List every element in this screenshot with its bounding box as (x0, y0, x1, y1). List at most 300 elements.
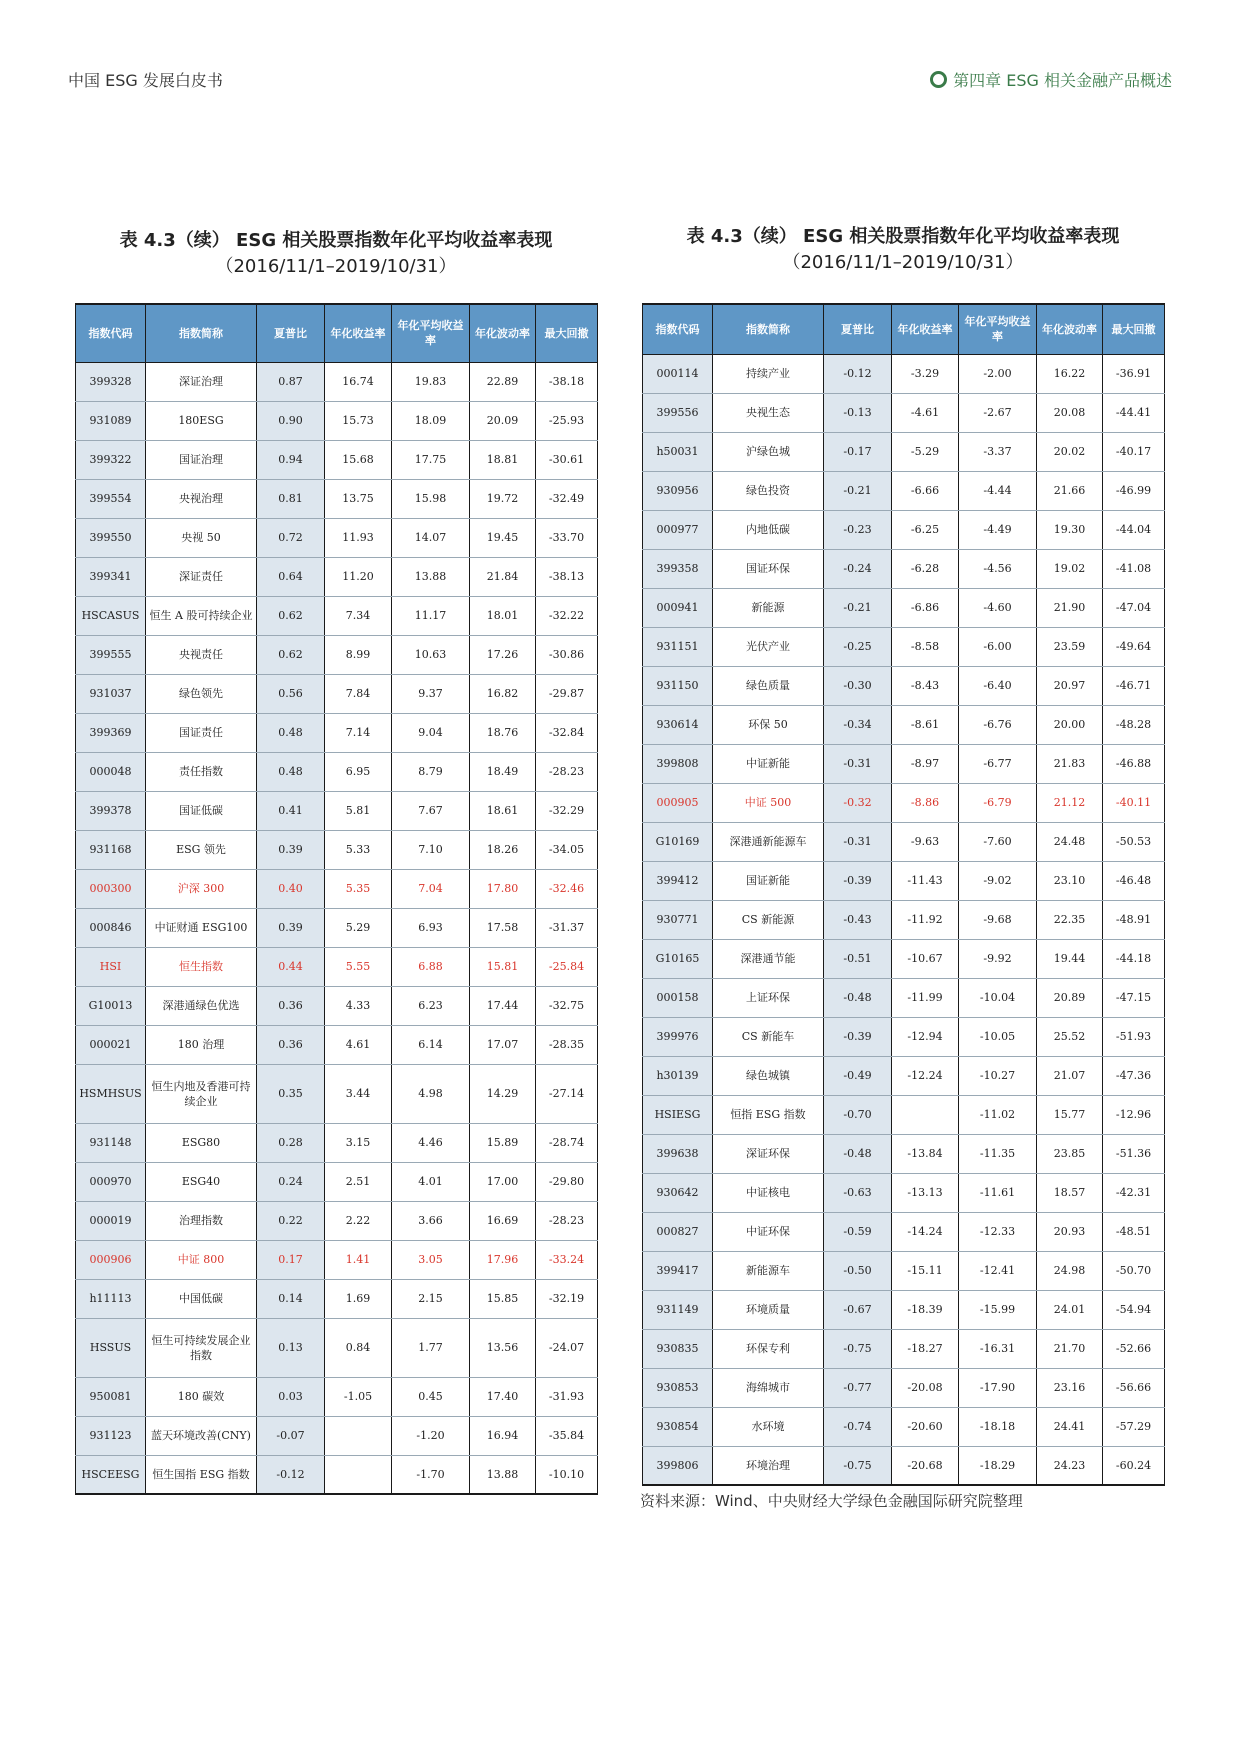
table-cell: 399808 (643, 744, 713, 783)
table-cell (892, 1095, 959, 1134)
table-cell: -0.75 (824, 1446, 892, 1485)
table-row (643, 1407, 1165, 1446)
table-row (643, 1446, 1165, 1485)
table-cell: 5.55 (325, 947, 392, 986)
table-cell: 3.66 (392, 1201, 470, 1240)
table-cell: CS 新能车 (713, 1017, 824, 1056)
table-cell: -29.80 (536, 1162, 598, 1201)
table-cell: -56.66 (1103, 1368, 1165, 1407)
table-cell: -6.79 (959, 783, 1037, 822)
table-cell: 17.44 (470, 986, 536, 1025)
table-cell: 18.81 (470, 440, 536, 479)
table-cell: 16.74 (325, 362, 392, 401)
table-cell: -0.32 (824, 783, 892, 822)
column-header: 年化收益率 (892, 304, 959, 354)
table-row (643, 549, 1165, 588)
table-cell: 399369 (76, 713, 146, 752)
table-cell: -16.31 (959, 1329, 1037, 1368)
table-cell: 7.14 (325, 713, 392, 752)
table-cell: -38.18 (536, 362, 598, 401)
table-cell: 0.72 (257, 518, 325, 557)
table-cell: 13.56 (470, 1318, 536, 1377)
table-cell: -35.84 (536, 1416, 598, 1455)
table-cell: -0.34 (824, 705, 892, 744)
table-cell: 0.87 (257, 362, 325, 401)
table-cell: 24.98 (1037, 1251, 1103, 1290)
header-chapter (930, 68, 1172, 91)
table-cell: -44.41 (1103, 393, 1165, 432)
table-cell: -4.49 (959, 510, 1037, 549)
table-cell: 180 治理 (146, 1025, 257, 1064)
table-cell: 20.09 (470, 401, 536, 440)
table-cell: -11.02 (959, 1095, 1037, 1134)
table-cell: -51.36 (1103, 1134, 1165, 1173)
table-cell: -30.61 (536, 440, 598, 479)
table-cell: -8.86 (892, 783, 959, 822)
table-row (643, 588, 1165, 627)
table-cell: CS 新能源 (713, 900, 824, 939)
table-cell: 21.84 (470, 557, 536, 596)
table-cell: -4.61 (892, 393, 959, 432)
table-cell: 000019 (76, 1201, 146, 1240)
table-cell: 6.23 (392, 986, 470, 1025)
table-cell: 中证 500 (713, 783, 824, 822)
table-cell: 950081 (76, 1377, 146, 1416)
table-cell: -0.31 (824, 744, 892, 783)
table-row (76, 947, 598, 986)
table-row (76, 596, 598, 635)
table-cell: 国证新能 (713, 861, 824, 900)
table-cell: -32.49 (536, 479, 598, 518)
table-row (643, 1212, 1165, 1251)
table-cell: -0.24 (824, 549, 892, 588)
table-cell: 21.90 (1037, 588, 1103, 627)
table-cell: -10.05 (959, 1017, 1037, 1056)
table-cell: 399556 (643, 393, 713, 432)
table-row (643, 1134, 1165, 1173)
table-cell: 恒生内地及香港可持续企业 (146, 1064, 257, 1123)
table-cell: 0.17 (257, 1240, 325, 1279)
table-cell: -6.40 (959, 666, 1037, 705)
table-cell: -10.67 (892, 939, 959, 978)
table-cell: -32.29 (536, 791, 598, 830)
table-cell: -57.29 (1103, 1407, 1165, 1446)
table-cell: -20.60 (892, 1407, 959, 1446)
table-cell: 恒生可持续发展企业指数 (146, 1318, 257, 1377)
table-cell: -6.25 (892, 510, 959, 549)
table-cell: 治理指数 (146, 1201, 257, 1240)
table-cell: 15.77 (1037, 1095, 1103, 1134)
table-cell: -8.97 (892, 744, 959, 783)
table-row (643, 1056, 1165, 1095)
table-cell: -50.70 (1103, 1251, 1165, 1290)
table-cell: -25.84 (536, 947, 598, 986)
table-cell: 0.39 (257, 908, 325, 947)
table-cell: 深证环保 (713, 1134, 824, 1173)
table-cell: 16.69 (470, 1201, 536, 1240)
table-cell: -44.18 (1103, 939, 1165, 978)
table-cell: 931151 (643, 627, 713, 666)
table-row (76, 1201, 598, 1240)
table-cell: -0.74 (824, 1407, 892, 1446)
table-cell: 海绵城市 (713, 1368, 824, 1407)
table-cell: 13.75 (325, 479, 392, 518)
table-cell: 19.02 (1037, 549, 1103, 588)
table-cell: 0.62 (257, 596, 325, 635)
table-cell: 5.29 (325, 908, 392, 947)
table-cell: -0.48 (824, 978, 892, 1017)
table-row (76, 986, 598, 1025)
table-cell: -48.51 (1103, 1212, 1165, 1251)
table-row (643, 393, 1165, 432)
table-cell: 深证责任 (146, 557, 257, 596)
column-header: 指数代码 (76, 304, 146, 362)
table-cell: -4.44 (959, 471, 1037, 510)
table-cell (325, 1416, 392, 1455)
table-cell: -11.92 (892, 900, 959, 939)
table-cell: 17.40 (470, 1377, 536, 1416)
table-row (76, 440, 598, 479)
table-cell: 8.99 (325, 635, 392, 674)
table-row (76, 635, 598, 674)
table-cell: -1.70 (392, 1455, 470, 1494)
table-cell: 上证环保 (713, 978, 824, 1017)
table-row (643, 861, 1165, 900)
table-cell: -40.11 (1103, 783, 1165, 822)
table-cell: 20.97 (1037, 666, 1103, 705)
table-cell: 中证财通 ESG100 (146, 908, 257, 947)
table-cell: 25.52 (1037, 1017, 1103, 1056)
table-cell: -18.18 (959, 1407, 1037, 1446)
table-row (76, 791, 598, 830)
table-row (643, 939, 1165, 978)
table-cell: ESG 领先 (146, 830, 257, 869)
table-cell: -12.41 (959, 1251, 1037, 1290)
table-cell: -3.37 (959, 432, 1037, 471)
table-cell: 19.45 (470, 518, 536, 557)
table-cell: 18.76 (470, 713, 536, 752)
table-cell: 环保 50 (713, 705, 824, 744)
table-cell: HSI (76, 947, 146, 986)
table-cell: 931168 (76, 830, 146, 869)
table-cell: -2.00 (959, 354, 1037, 393)
table-cell: 180 碳效 (146, 1377, 257, 1416)
table-row (643, 1017, 1165, 1056)
table-cell: 0.84 (325, 1318, 392, 1377)
table-cell: 深港通节能 (713, 939, 824, 978)
table-row (643, 1329, 1165, 1368)
table-cell: 中证环保 (713, 1212, 824, 1251)
table-row (76, 1279, 598, 1318)
table-row (643, 900, 1165, 939)
table-cell: -7.60 (959, 822, 1037, 861)
table-cell: -18.39 (892, 1290, 959, 1329)
table-cell: 399555 (76, 635, 146, 674)
table-cell: 0.36 (257, 986, 325, 1025)
table-cell: 5.81 (325, 791, 392, 830)
table-cell: -8.58 (892, 627, 959, 666)
table-cell: 4.46 (392, 1123, 470, 1162)
table-cell: 5.33 (325, 830, 392, 869)
table-cell: 18.26 (470, 830, 536, 869)
table-cell: -2.67 (959, 393, 1037, 432)
column-header: 夏普比 (824, 304, 892, 354)
table-cell: -1.05 (325, 1377, 392, 1416)
table-cell: 6.93 (392, 908, 470, 947)
table-cell: 责任指数 (146, 752, 257, 791)
table-cell: -0.13 (824, 393, 892, 432)
table-cell: 光伏产业 (713, 627, 824, 666)
table-cell: 16.82 (470, 674, 536, 713)
table-cell: 中国低碳 (146, 1279, 257, 1318)
table-cell: HSCEESG (76, 1455, 146, 1494)
table-cell: -46.71 (1103, 666, 1165, 705)
table-cell: -47.36 (1103, 1056, 1165, 1095)
table-cell: ESG40 (146, 1162, 257, 1201)
column-header: 指数代码 (643, 304, 713, 354)
table-cell: 17.75 (392, 440, 470, 479)
table-cell: -9.02 (959, 861, 1037, 900)
table-cell: 沪绿色城 (713, 432, 824, 471)
table-cell: 18.09 (392, 401, 470, 440)
table-row (76, 830, 598, 869)
table-row (76, 1025, 598, 1064)
table-cell: 399417 (643, 1251, 713, 1290)
table-cell: -0.23 (824, 510, 892, 549)
table-cell: -11.35 (959, 1134, 1037, 1173)
table-cell: h11113 (76, 1279, 146, 1318)
table-cell: 000300 (76, 869, 146, 908)
table-cell: 22.89 (470, 362, 536, 401)
table-cell: 931149 (643, 1290, 713, 1329)
table-row (643, 1251, 1165, 1290)
table-cell: -0.43 (824, 900, 892, 939)
table-cell: 蓝天环境改善(CNY) (146, 1416, 257, 1455)
table-cell: -9.92 (959, 939, 1037, 978)
table-cell: 15.89 (470, 1123, 536, 1162)
table-cell: -38.13 (536, 557, 598, 596)
table-cell (325, 1455, 392, 1494)
table-cell: 20.02 (1037, 432, 1103, 471)
table-row (76, 518, 598, 557)
table-cell: 15.73 (325, 401, 392, 440)
table-cell: -52.66 (1103, 1329, 1165, 1368)
table-cell: 000905 (643, 783, 713, 822)
table-cell: 7.84 (325, 674, 392, 713)
table-cell: -4.60 (959, 588, 1037, 627)
table-cell: -10.10 (536, 1455, 598, 1494)
table-cell: 399976 (643, 1017, 713, 1056)
table-cell: -13.84 (892, 1134, 959, 1173)
left-table-title: 表 4.3（续） ESG 相关股票指数年化平均收益率表现 (119, 230, 553, 251)
table-cell: 21.12 (1037, 783, 1103, 822)
table-cell: -10.04 (959, 978, 1037, 1017)
table-cell: -28.74 (536, 1123, 598, 1162)
table-cell: 24.23 (1037, 1446, 1103, 1485)
table-cell: 新能源 (713, 588, 824, 627)
table-cell: 399328 (76, 362, 146, 401)
table-cell: 4.01 (392, 1162, 470, 1201)
table-cell: -12.94 (892, 1017, 959, 1056)
table-row (643, 978, 1165, 1017)
table-cell: 1.69 (325, 1279, 392, 1318)
table-cell: 20.89 (1037, 978, 1103, 1017)
table-cell: 国证环保 (713, 549, 824, 588)
table-cell: 21.70 (1037, 1329, 1103, 1368)
table-cell: -8.43 (892, 666, 959, 705)
table-row (76, 869, 598, 908)
table-cell: -9.63 (892, 822, 959, 861)
table-cell: -12.33 (959, 1212, 1037, 1251)
table-cell: 17.00 (470, 1162, 536, 1201)
table-cell: -10.27 (959, 1056, 1037, 1095)
table-cell: 持续产业 (713, 354, 824, 393)
table-cell: -0.59 (824, 1212, 892, 1251)
table-cell: -1.20 (392, 1416, 470, 1455)
table-cell: 7.34 (325, 596, 392, 635)
column-header: 最大回撤 (536, 304, 598, 362)
table-cell: 930642 (643, 1173, 713, 1212)
table-cell: 930835 (643, 1329, 713, 1368)
table-cell: 7.10 (392, 830, 470, 869)
table-cell: h30139 (643, 1056, 713, 1095)
table-cell: 23.85 (1037, 1134, 1103, 1173)
table-cell: 399378 (76, 791, 146, 830)
table-cell: G10169 (643, 822, 713, 861)
right-esg-index-table (642, 303, 1165, 1486)
table-cell: 9.37 (392, 674, 470, 713)
left-table-caption (75, 228, 597, 280)
table-cell: 23.59 (1037, 627, 1103, 666)
table-row (76, 1123, 598, 1162)
table-cell: 0.44 (257, 947, 325, 986)
table-cell: 0.90 (257, 401, 325, 440)
column-header: 年化波动率 (470, 304, 536, 362)
table-cell: 内地低碳 (713, 510, 824, 549)
table-cell: 0.28 (257, 1123, 325, 1162)
table-cell: 931148 (76, 1123, 146, 1162)
table-cell: HSMHSUS (76, 1064, 146, 1123)
table-cell: 18.49 (470, 752, 536, 791)
table-cell: -0.63 (824, 1173, 892, 1212)
table-cell: 14.07 (392, 518, 470, 557)
table-cell: G10165 (643, 939, 713, 978)
table-cell: 19.30 (1037, 510, 1103, 549)
table-cell: -12.96 (1103, 1095, 1165, 1134)
table-cell: -29.87 (536, 674, 598, 713)
table-cell: 19.44 (1037, 939, 1103, 978)
table-cell: 央视治理 (146, 479, 257, 518)
table-cell: 399550 (76, 518, 146, 557)
table-cell: -0.21 (824, 471, 892, 510)
table-cell: 19.72 (470, 479, 536, 518)
table-cell: 4.98 (392, 1064, 470, 1123)
table-cell: 中证 800 (146, 1240, 257, 1279)
table-cell: 0.56 (257, 674, 325, 713)
table-row (643, 471, 1165, 510)
table-cell: -8.61 (892, 705, 959, 744)
table-row (76, 1064, 598, 1123)
right-table-header-row (643, 304, 1165, 354)
table-cell: 20.08 (1037, 393, 1103, 432)
table-cell: -60.24 (1103, 1446, 1165, 1485)
table-cell: 绿色领先 (146, 674, 257, 713)
table-cell: -13.13 (892, 1173, 959, 1212)
table-cell: 931150 (643, 666, 713, 705)
table-cell: 000977 (643, 510, 713, 549)
table-cell: 18.61 (470, 791, 536, 830)
table-cell: 央视生态 (713, 393, 824, 432)
table-cell: 9.04 (392, 713, 470, 752)
column-header: 夏普比 (257, 304, 325, 362)
table-row (643, 432, 1165, 471)
table-cell: 000827 (643, 1212, 713, 1251)
table-cell: 0.94 (257, 440, 325, 479)
table-cell: HSCASUS (76, 596, 146, 635)
table-cell: 399322 (76, 440, 146, 479)
table-cell: 22.35 (1037, 900, 1103, 939)
table-cell: 180ESG (146, 401, 257, 440)
table-row (76, 1318, 598, 1377)
table-cell: -46.99 (1103, 471, 1165, 510)
table-cell: -33.24 (536, 1240, 598, 1279)
table-cell: 20.93 (1037, 1212, 1103, 1251)
table-cell: 6.88 (392, 947, 470, 986)
table-cell: -14.24 (892, 1212, 959, 1251)
table-cell: 399554 (76, 479, 146, 518)
table-cell: 0.22 (257, 1201, 325, 1240)
table-cell: 2.15 (392, 1279, 470, 1318)
table-cell: 0.13 (257, 1318, 325, 1377)
table-cell: 0.81 (257, 479, 325, 518)
chapter-circle-icon (930, 71, 947, 88)
table-cell: -0.50 (824, 1251, 892, 1290)
table-cell: 000158 (643, 978, 713, 1017)
table-cell: -15.99 (959, 1290, 1037, 1329)
column-header: 年化平均收益率 (959, 304, 1037, 354)
table-cell: -40.17 (1103, 432, 1165, 471)
table-cell: 深港通绿色优选 (146, 986, 257, 1025)
table-cell: ESG80 (146, 1123, 257, 1162)
table-cell: -20.08 (892, 1368, 959, 1407)
table-cell: 环保专利 (713, 1329, 824, 1368)
table-cell: -6.77 (959, 744, 1037, 783)
table-cell: 15.85 (470, 1279, 536, 1318)
table-cell: 3.44 (325, 1064, 392, 1123)
table-cell: -24.07 (536, 1318, 598, 1377)
table-cell: 新能源车 (713, 1251, 824, 1290)
table-cell: -20.68 (892, 1446, 959, 1485)
table-cell: -0.21 (824, 588, 892, 627)
table-cell: 17.26 (470, 635, 536, 674)
table-cell: -11.61 (959, 1173, 1037, 1212)
table-cell: -48.28 (1103, 705, 1165, 744)
table-row (643, 1368, 1165, 1407)
table-cell: 16.22 (1037, 354, 1103, 393)
table-cell: -11.43 (892, 861, 959, 900)
table-row (643, 627, 1165, 666)
table-cell: -33.70 (536, 518, 598, 557)
left-table-header-row (76, 304, 598, 362)
table-cell: 0.62 (257, 635, 325, 674)
table-cell: 4.33 (325, 986, 392, 1025)
table-cell: HSIESG (643, 1095, 713, 1134)
table-cell: 15.81 (470, 947, 536, 986)
table-cell: -42.31 (1103, 1173, 1165, 1212)
table-cell: -15.11 (892, 1251, 959, 1290)
table-cell: 央视 50 (146, 518, 257, 557)
table-cell: -3.29 (892, 354, 959, 393)
